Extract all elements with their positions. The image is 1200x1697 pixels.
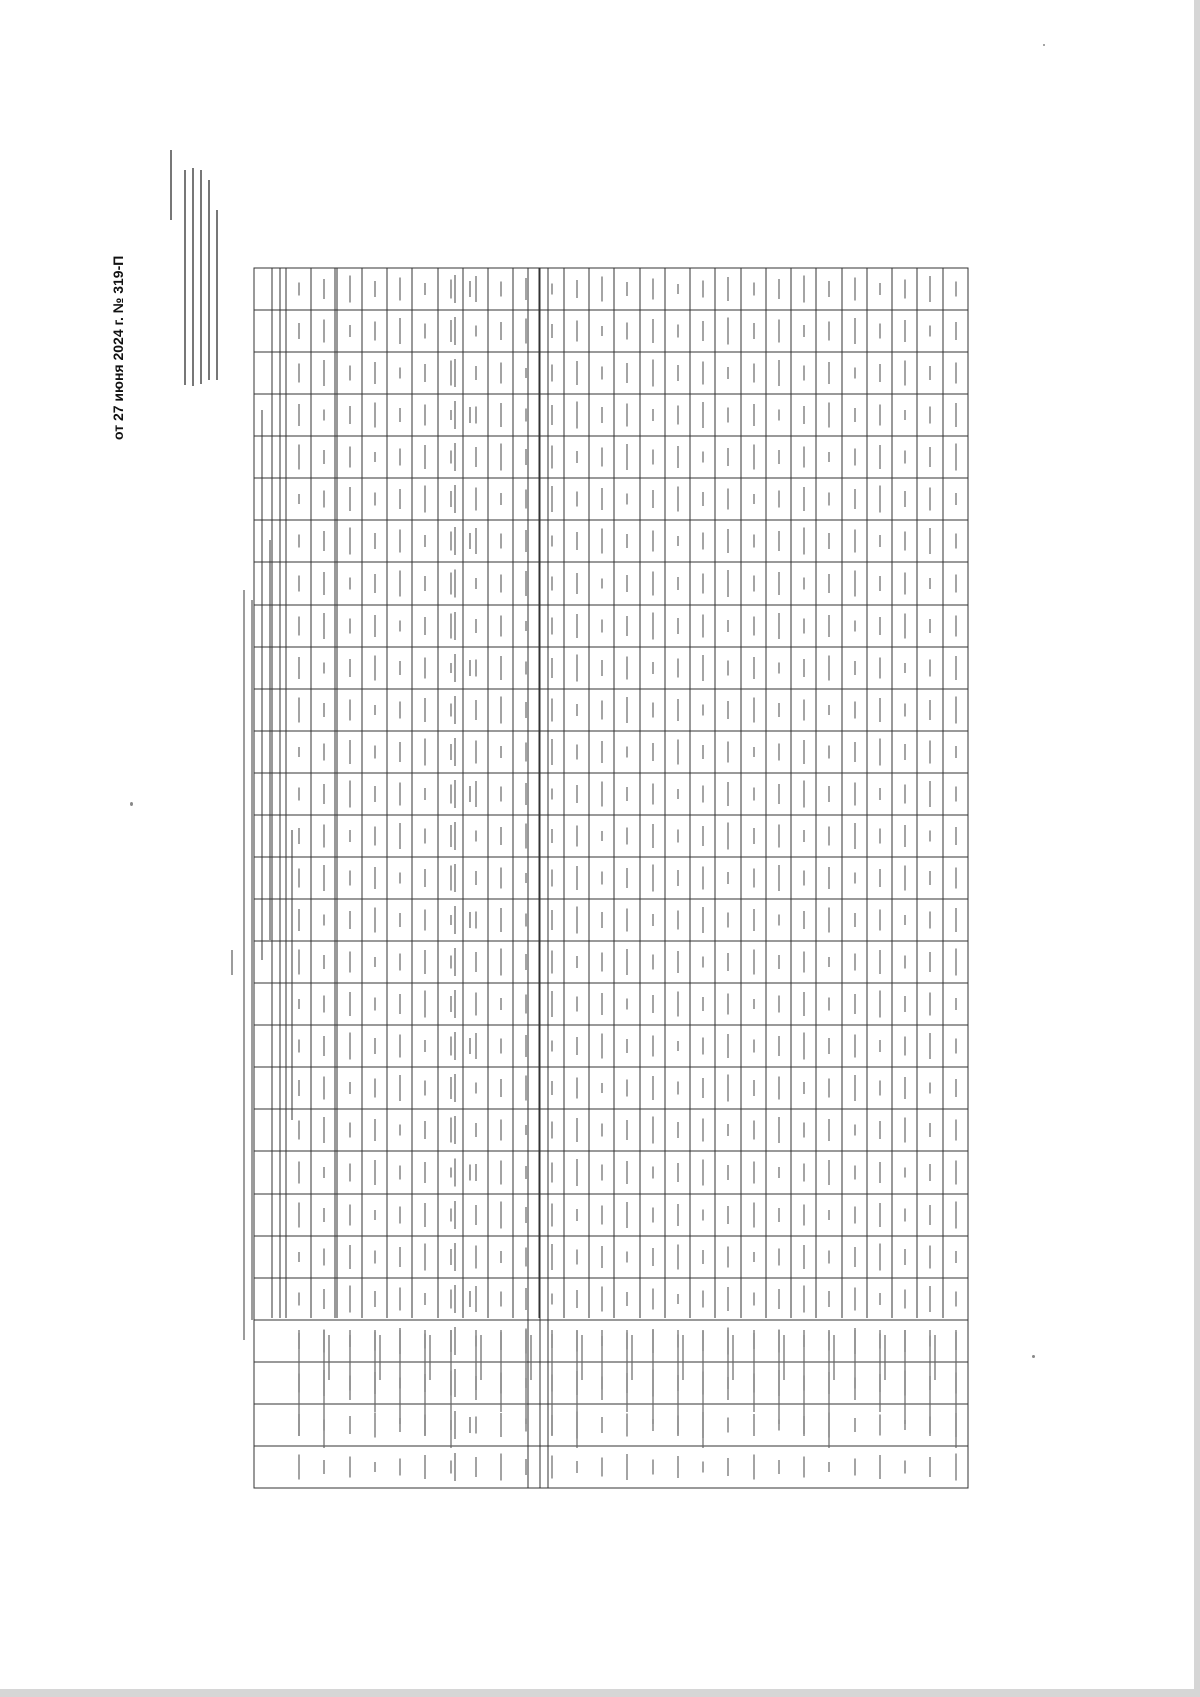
scan-border (1194, 0, 1200, 1697)
page-title-lines (232, 590, 252, 1340)
cell-value-marks (299, 276, 956, 1481)
scan-speck (130, 802, 133, 806)
scan-border (0, 1689, 1200, 1697)
annotation-date: от 27 июня 2024 г. № 319-П (110, 255, 126, 440)
scan-speck (1032, 1355, 1035, 1358)
scan-speck (1043, 44, 1045, 46)
table-border (254, 268, 968, 1488)
table-grid (254, 268, 968, 1488)
